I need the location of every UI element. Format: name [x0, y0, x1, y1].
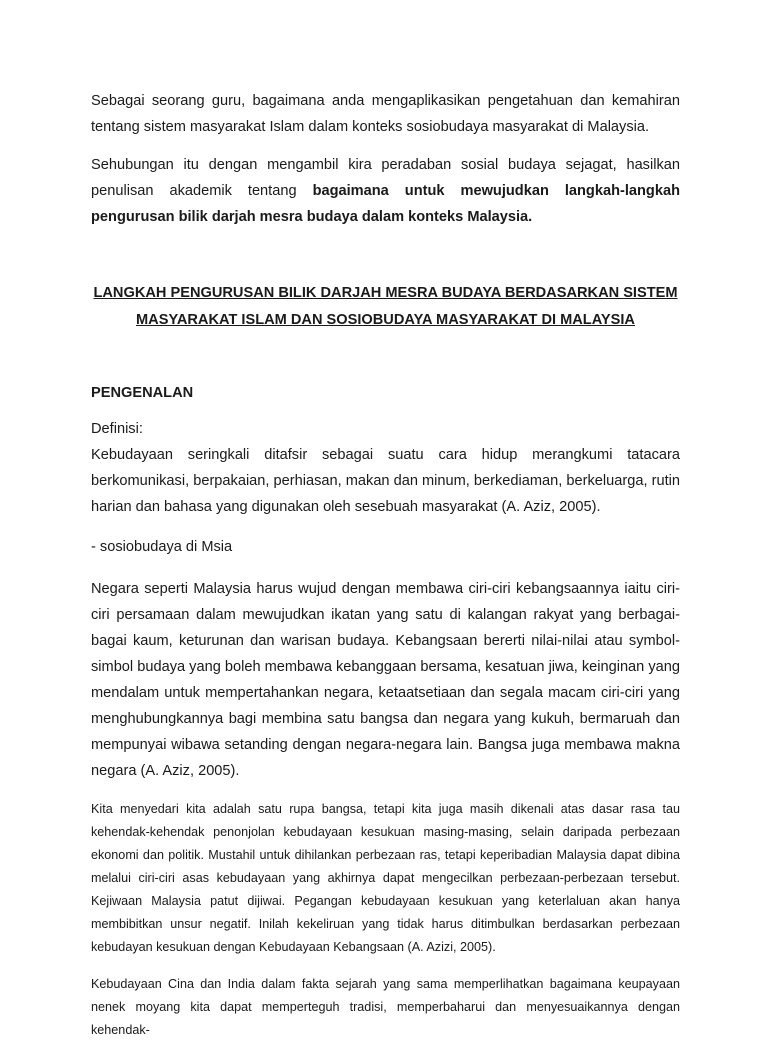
document-title: LANGKAH PENGURUSAN BILIK DARJAH MESRA BUDAYA BERDASARKAN SISTEM MASYARAKAT ISLAM DAN SOSIOBUDAYA MASYARAKAT DI MALAYSIA — [93, 285, 678, 328]
paragraph-kita: Kita menyedari kita adalah satu rupa bangsa, tetapi kita juga masih dikenali atas dasar rasa tau kehendak-kehendak penonjolan kebudayaan kesukuan masing-masing, selain daripada perbezaan ekonomi dan politik. Mustahil untuk dihilankan perbezaan ras, tetapi keperibadian Malaysia dapat dibina melalui ciri-ciri asas kebudayaan yang akhirnya dapat mengecilkan perbezaan-perbezaan tersebut. Kejiwaan Malaysia patut dijiwai. Pegangan kebudayaan kesukuan yang keterlaluan akan hanya membibitkan unsur negatif. Inilah kekeliruan yang tidak harus ditimbulkan berdasarkan perbezaan kebudayan kesukuan dengan Kebudayaan Kebangsaan (A. Azizi, 2005). — [91, 802, 680, 954]
definition-text: Kebudayaan seringkali ditafsir sebagai suatu cara hidup merangkumi tatacara berkomunikasi, berpakaian, perhiasan, makan dan minum, berkediaman, berkeluarga, rutin harian dan bahasa yang digunakan oleh sesebuah masyarakat (A. Aziz, 2005). — [91, 447, 680, 515]
question-paragraph-2 — [91, 152, 680, 230]
question-paragraph-2-text: Sehubungan itu dengan mengambil kira peradaban sosial budaya sejagat, hasilkan penulisan akademik tentang — [91, 157, 680, 199]
paragraph-cina: Kebudayaan Cina dan India dalam fakta sejarah yang sama memperlihatkan bagaimana keupayaan nenek moyang kita dapat memperteguh tradisi, memperbaharui dan menyesuaikannya dengan kehendak- — [91, 977, 680, 1037]
question-paragraph-2-bold: bagaimana untuk mewujudkan langkah-langkah pengurusan bilik darjah mesra budaya dalam konteks Malaysia. — [91, 183, 680, 225]
definition-label: Definisi: — [91, 421, 143, 437]
bullet-note: - sosiobudaya di Msia — [91, 539, 233, 555]
section-heading: PENGENALAN — [91, 385, 194, 401]
paragraph-negara: Negara seperti Malaysia harus wujud dengan membawa ciri-ciri kebangsaannya iaitu ciri-ciri persamaan dalam mewujudkan ikatan yang satu di kalangan rakyat yang berbagai-bagai kaum, keturunan dan warisan budaya. Kebangsaan bererti nilai-nilai atau symbol-simbol budaya yang boleh membawa kebanggaan bersama, kesatuan jiwa, keinginan yang mendalam untuk mempertahankan negara, ketaatsetiaan dan segala macam ciri-ciri yang menghubungkannya bagi membina satu bangsa dan negara yang kukuh, bermaruah dan mempunyai wibawa setanding dengan negara-negara lain. Bangsa juga membawa makna negara (A. Aziz, 2005). — [91, 581, 680, 779]
question-paragraph-1: Sebagai seorang guru, bagaimana anda mengaplikasikan pengetahuan dan kemahiran tentang sistem masyarakat Islam dalam konteks sosiobudaya masyarakat di Malaysia. — [91, 93, 680, 135]
